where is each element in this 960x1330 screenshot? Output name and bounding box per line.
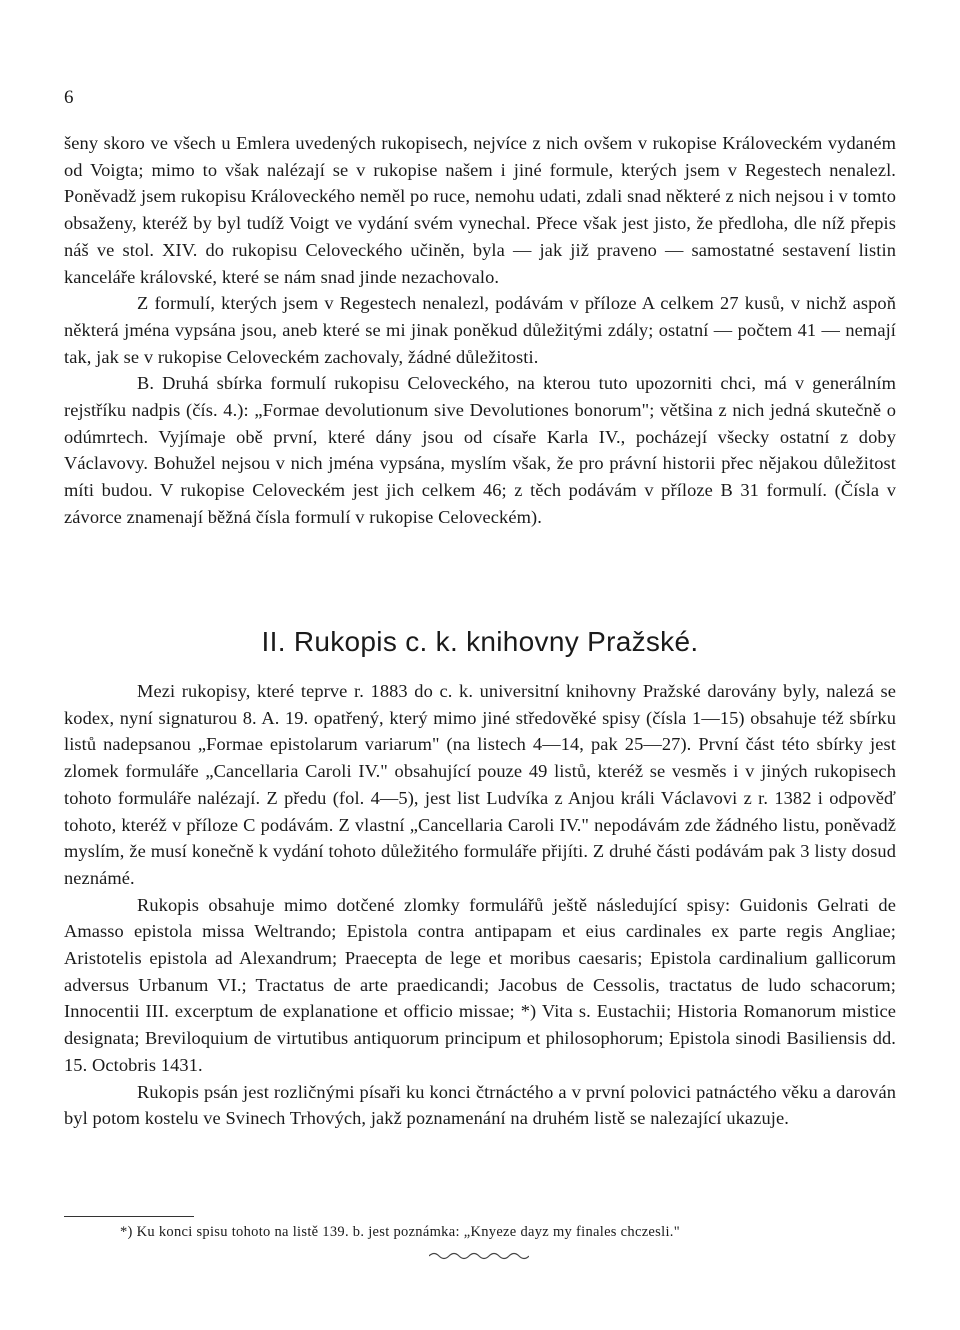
end-ornament-icon	[429, 1250, 529, 1262]
document-page	[64, 0, 896, 1330]
paragraph: Rukopis obsahuje mimo dotčené zlomky formulářů ještě následující spisy: Guidonis Gelrati de Amasso epistola missa Weltrando; Epistola contra antipapam et eius cardinales ex parte regis Angliae; Aristotelis epistola ad Alexandrum; Praecepta de lege et moribus caesaris; Epistola cardinalium gallicorum adversus Urbanum VI.; Tractatus de arte praedicandi; Jacobus de Cessolis, tractatus de ludo schacorum; Innocentii III. excerptum de explanatione et officio missae; *) Vita s. Eustachii; Historia Romanorum mistice designata; Breviloquium de virtutibus antiquorum principum et philosophorum; Epistola sinodi Basiliensis dd. 15. Octobris 1431.	[64, 894, 896, 1075]
paragraph: Rukopis psán jest rozličnými písaři ku konci čtrnáctého a v první polovici patnáctého věku a darován byl potom kostelu ve Svinech Trhových, jakž poznamenání na druhém listě se nalezající ukazuje.	[64, 1081, 896, 1129]
section-heading: II. Rukopis c. k. knihovny Pražské.	[261, 626, 699, 657]
section-a-text	[64, 130, 896, 531]
footnote-divider	[64, 1216, 194, 1217]
paragraph: šeny skoro ve všech u Emlera uvedených rukopisech, nejvíce z nich ovšem v rukopise Královeckém vydaném od Voigta; mimo to však nalézají se v rukopise našem i jiné formule, kterých jsem v Regestech nenalezl. Poněvadž jsem rukopisu Královeckého neměl po ruce, nemohu udati, zdali snad některé z nich nejsou i v tomto obsaženy, kteréž by byl tudíž Voigt ve vydání svém vynechal. Přece však jest jisto, že předloha, dle níž přepis náš ve stol. XIV. do rukopisu Celoveckého učiněn, byla — jak již praveno — samostatné sestavení listin kanceláře královské, které se nám snad jinde nezachovalo.	[64, 133, 896, 287]
paragraph: Z formulí, kterých jsem v Regestech nenalezl, podávám v příloze A celkem 27 kusů, v nichž aspoň některá jména vypsána jsou, aneb které se mi jinak poněkud důležitými zdály; ostatní — počtem 41 — nemají tak, jak se v rukopise Celoveckém zachovaly, žádné důležitosti.	[64, 293, 896, 367]
paragraph: B. Druhá sbírka formulí rukopisu Celoveckého, na kterou tuto upozorniti chci, má v generálním rejstříku nadpis (čís. 4.): „Formae devolutionum sive Devolutiones bonorum"; většina z nich jedná skutečně o odúmrtech. Vyjímaje obě první, které dány jsou od císaře Karla IV., pocházejí všecky ostatní z doby Václavovy. Bohužel nejsou v nich jména vypsána, myslím však, že pro právní historii přec nějakou důležitost míti budou. V rukopise Celoveckém jest jich celkem 46; z těch podávám v příloze B 31 formulí. (Čísla v závorce znamenají běžná čísla formulí v rukopise Celoveckém).	[64, 373, 896, 527]
section-b-text	[64, 678, 896, 1132]
footnote: *) Ku konci spisu tohoto na listě 139. b. jest poznámka: „Knyeze dayz my finales chczesli."	[120, 1224, 680, 1240]
paragraph: Mezi rukopisy, které teprve r. 1883 do c. k. universitní knihovny Pražské darovány byly, nalezá se kodex, nyní signaturou 8. A. 19. opatřený, který mimo jiné středověké spisy (čísla 1—15) obsahuje též sbírku listů nadepsanou „Formae epistolarum variarum" (na listech 4—14, pak 25—27). První část této sbírky jest zlomek formuláře „Cancellaria Caroli IV." obsahující pouze 49 listů, kteréž se vesměs i v jiných rukopisech tohoto formuláře nalézají. Z předu (fol. 4—5), jest list Ludvíka z Anjou králi Václavovi z r. 1382 i odpověď tohoto, kteréž v příloze C podávám. Z vlastní „Cancellaria Caroli IV." nepodávám zde žádného listu, poněvadž myslím, že musí konečně k vydání tohoto důležitého formuláře přijíti. Z druhé části podávám pak 3 listy dosud neznámé.	[64, 681, 896, 888]
page-number: 6	[64, 87, 74, 108]
